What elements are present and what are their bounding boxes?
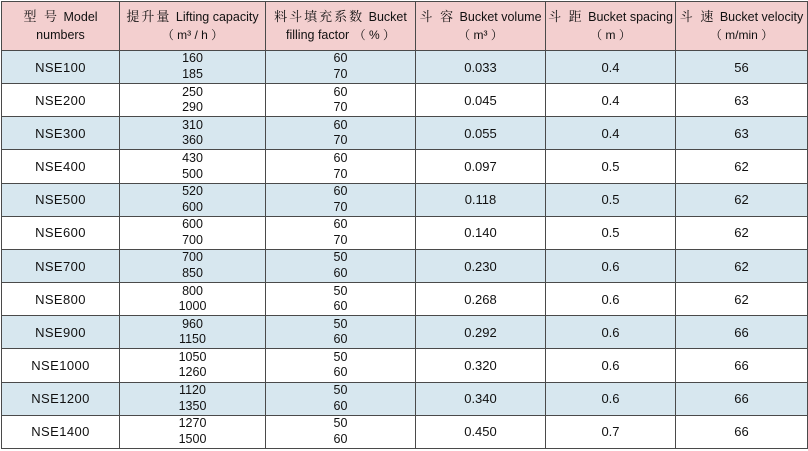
cell-bucket-filling-factor-line-1: 60 [333, 51, 348, 66]
table-row [2, 117, 808, 150]
cell-bucket-filling-factor-line-1: 50 [333, 349, 348, 364]
column-header-bucket-volume [416, 2, 546, 51]
table-row [2, 382, 808, 415]
cell-bucket-volume: 0.320 [416, 349, 546, 382]
cell-bucket-filling-factor-line-1: 60 [333, 184, 348, 199]
column-header-bucket-filling-factor-cn: 料斗填充系数 [274, 9, 365, 24]
cell-bucket-filling-factor-line-2: 70 [333, 67, 348, 82]
cell-model: NSE800 [2, 283, 120, 316]
cell-lifting-capacity [120, 183, 266, 216]
cell-lifting-capacity [120, 316, 266, 349]
table-row [2, 84, 808, 117]
cell-bucket-volume: 0.097 [416, 150, 546, 183]
cell-lifting-capacity [120, 84, 266, 117]
column-header-bucket-velocity-en: Bucket velocity [719, 10, 804, 24]
cell-bucket-spacing: 0.7 [546, 415, 676, 448]
cell-bucket-volume: 0.230 [416, 249, 546, 282]
column-header-lifting-capacity-cn: 提升量 [126, 9, 172, 24]
cell-bucket-spacing: 0.5 [546, 150, 676, 183]
cell-bucket-filling-factor [266, 183, 416, 216]
cell-lifting-capacity [120, 415, 266, 448]
cell-bucket-volume: 0.140 [416, 216, 546, 249]
cell-bucket-volume: 0.268 [416, 283, 546, 316]
cell-bucket-filling-factor [266, 249, 416, 282]
cell-bucket-filling-factor-line-2: 60 [333, 299, 348, 314]
table-header [2, 2, 808, 51]
table-row [2, 249, 808, 282]
cell-bucket-velocity: 66 [676, 382, 808, 415]
cell-lifting-capacity-line-2: 1000 [178, 299, 207, 314]
cell-lifting-capacity-line-2: 290 [182, 100, 203, 115]
cell-model: NSE300 [2, 117, 120, 150]
cell-bucket-spacing: 0.6 [546, 382, 676, 415]
cell-bucket-velocity: 62 [676, 183, 808, 216]
cell-bucket-filling-factor-line-1: 60 [333, 84, 348, 99]
cell-lifting-capacity [120, 349, 266, 382]
cell-bucket-volume: 0.045 [416, 84, 546, 117]
cell-bucket-filling-factor-line-1: 50 [333, 250, 348, 265]
cell-bucket-filling-factor-line-1: 50 [333, 283, 348, 298]
cell-lifting-capacity-line-1: 310 [182, 117, 203, 132]
cell-bucket-filling-factor [266, 84, 416, 117]
column-header-lifting-capacity [120, 2, 266, 51]
cell-bucket-spacing: 0.6 [546, 283, 676, 316]
column-header-bucket-volume-cn: 斗 容 [419, 9, 456, 24]
cell-bucket-volume: 0.033 [416, 51, 546, 84]
cell-bucket-velocity: 66 [676, 415, 808, 448]
cell-lifting-capacity-line-2: 500 [182, 166, 203, 181]
cell-bucket-volume: 0.118 [416, 183, 546, 216]
cell-bucket-volume: 0.450 [416, 415, 546, 448]
cell-lifting-capacity-line-2: 360 [182, 133, 203, 148]
cell-lifting-capacity-line-1: 600 [182, 217, 203, 232]
column-header-bucket-spacing [546, 2, 676, 51]
table-row [2, 349, 808, 382]
cell-bucket-filling-factor-line-2: 70 [333, 232, 348, 247]
cell-bucket-filling-factor-line-2: 70 [333, 166, 348, 181]
cell-bucket-filling-factor [266, 316, 416, 349]
cell-lifting-capacity-line-1: 430 [182, 150, 203, 165]
cell-model: NSE700 [2, 249, 120, 282]
specification-table [1, 1, 808, 449]
cell-bucket-filling-factor-line-2: 70 [333, 133, 348, 148]
cell-lifting-capacity-line-2: 850 [182, 266, 203, 281]
cell-bucket-filling-factor-line-1: 60 [333, 150, 348, 165]
column-header-bucket-filling-factor [266, 2, 416, 51]
cell-lifting-capacity-line-1: 800 [182, 283, 203, 298]
cell-bucket-velocity: 56 [676, 51, 808, 84]
table-row [2, 316, 808, 349]
cell-lifting-capacity-line-1: 250 [182, 84, 203, 99]
column-header-bucket-velocity-unit: （ m/min ） [709, 28, 774, 42]
cell-bucket-spacing: 0.6 [546, 249, 676, 282]
cell-bucket-filling-factor-line-2: 60 [333, 431, 348, 446]
cell-bucket-velocity: 62 [676, 150, 808, 183]
table-row [2, 216, 808, 249]
cell-model: NSE500 [2, 183, 120, 216]
cell-bucket-velocity: 66 [676, 349, 808, 382]
cell-lifting-capacity-line-2: 600 [182, 199, 203, 214]
cell-bucket-filling-factor-line-1: 60 [333, 117, 348, 132]
column-header-lifting-capacity-unit: （ m³ / h ） [161, 28, 224, 42]
cell-model: NSE1000 [2, 349, 120, 382]
column-header-bucket-filling-factor-en: Bucket filling factor [285, 10, 407, 42]
cell-bucket-filling-factor-line-1: 60 [333, 217, 348, 232]
cell-lifting-capacity [120, 150, 266, 183]
column-header-model-cn: 型 号 [23, 9, 60, 24]
cell-bucket-filling-factor-line-2: 60 [333, 266, 348, 281]
column-header-bucket-spacing-unit: （ m ） [590, 28, 631, 42]
cell-bucket-filling-factor [266, 415, 416, 448]
cell-bucket-spacing: 0.6 [546, 316, 676, 349]
cell-bucket-filling-factor-line-1: 50 [333, 316, 348, 331]
cell-model: NSE100 [2, 51, 120, 84]
cell-model: NSE900 [2, 316, 120, 349]
cell-lifting-capacity [120, 382, 266, 415]
cell-lifting-capacity-line-1: 160 [182, 51, 203, 66]
cell-bucket-filling-factor [266, 150, 416, 183]
column-header-bucket-spacing-cn: 斗 距 [548, 9, 584, 24]
table-header-row [2, 2, 808, 51]
table-row [2, 415, 808, 448]
cell-bucket-filling-factor-line-2: 60 [333, 398, 348, 413]
cell-bucket-velocity: 66 [676, 316, 808, 349]
column-header-bucket-volume-en: Bucket volume [459, 10, 542, 24]
cell-bucket-filling-factor [266, 117, 416, 150]
cell-bucket-filling-factor [266, 216, 416, 249]
cell-bucket-filling-factor [266, 382, 416, 415]
cell-bucket-volume: 0.340 [416, 382, 546, 415]
column-header-bucket-velocity-cn: 斗 速 [679, 9, 716, 24]
table-row [2, 183, 808, 216]
cell-model: NSE400 [2, 150, 120, 183]
cell-bucket-spacing: 0.5 [546, 216, 676, 249]
cell-bucket-filling-factor-line-2: 60 [333, 332, 348, 347]
cell-lifting-capacity-line-1: 520 [182, 184, 203, 199]
column-header-bucket-filling-factor-unit: （ % ） [353, 28, 396, 42]
cell-model: NSE1400 [2, 415, 120, 448]
table-row [2, 283, 808, 316]
cell-lifting-capacity [120, 216, 266, 249]
cell-lifting-capacity-line-1: 1120 [179, 383, 206, 398]
cell-model: NSE1200 [2, 382, 120, 415]
cell-bucket-filling-factor [266, 349, 416, 382]
cell-bucket-spacing: 0.4 [546, 117, 676, 150]
cell-bucket-filling-factor-line-1: 50 [333, 416, 348, 431]
cell-model: NSE200 [2, 84, 120, 117]
cell-bucket-filling-factor-line-2: 60 [333, 365, 348, 380]
column-header-model-en: Model numbers [36, 10, 98, 42]
cell-lifting-capacity-line-2: 700 [182, 232, 203, 247]
cell-bucket-velocity: 63 [676, 84, 808, 117]
cell-bucket-spacing: 0.4 [546, 51, 676, 84]
cell-lifting-capacity-line-1: 960 [182, 316, 203, 331]
cell-lifting-capacity-line-1: 1270 [178, 416, 207, 431]
column-header-lifting-capacity-en: Lifting capacity [175, 10, 259, 24]
cell-bucket-velocity: 62 [676, 216, 808, 249]
cell-bucket-spacing: 0.6 [546, 349, 676, 382]
cell-bucket-spacing: 0.5 [546, 183, 676, 216]
cell-lifting-capacity-line-2: 185 [182, 67, 203, 82]
cell-lifting-capacity-line-1: 1050 [178, 349, 207, 364]
cell-bucket-filling-factor-line-2: 70 [333, 100, 348, 115]
cell-lifting-capacity-line-2: 1500 [178, 431, 207, 446]
cell-bucket-filling-factor [266, 51, 416, 84]
table-row [2, 51, 808, 84]
table-row [2, 150, 808, 183]
cell-bucket-filling-factor-line-1: 50 [333, 383, 348, 398]
cell-bucket-filling-factor-line-2: 70 [333, 199, 348, 214]
cell-lifting-capacity-line-2: 1150 [179, 332, 206, 347]
cell-bucket-velocity: 63 [676, 117, 808, 150]
cell-bucket-velocity: 62 [676, 249, 808, 282]
cell-lifting-capacity [120, 117, 266, 150]
cell-lifting-capacity-line-2: 1260 [178, 365, 207, 380]
table-body [2, 51, 808, 449]
cell-bucket-volume: 0.055 [416, 117, 546, 150]
cell-lifting-capacity [120, 249, 266, 282]
cell-model: NSE600 [2, 216, 120, 249]
cell-lifting-capacity [120, 51, 266, 84]
cell-lifting-capacity [120, 283, 266, 316]
column-header-bucket-spacing-en: Bucket spacing [588, 10, 673, 24]
cell-bucket-velocity: 62 [676, 283, 808, 316]
column-header-bucket-volume-unit: （ m³ ） [458, 28, 503, 42]
cell-bucket-spacing: 0.4 [546, 84, 676, 117]
column-header-model [2, 2, 120, 51]
cell-lifting-capacity-line-1: 700 [182, 250, 203, 265]
cell-bucket-filling-factor [266, 283, 416, 316]
cell-lifting-capacity-line-2: 1350 [178, 398, 207, 413]
column-header-bucket-velocity [676, 2, 808, 51]
cell-bucket-volume: 0.292 [416, 316, 546, 349]
